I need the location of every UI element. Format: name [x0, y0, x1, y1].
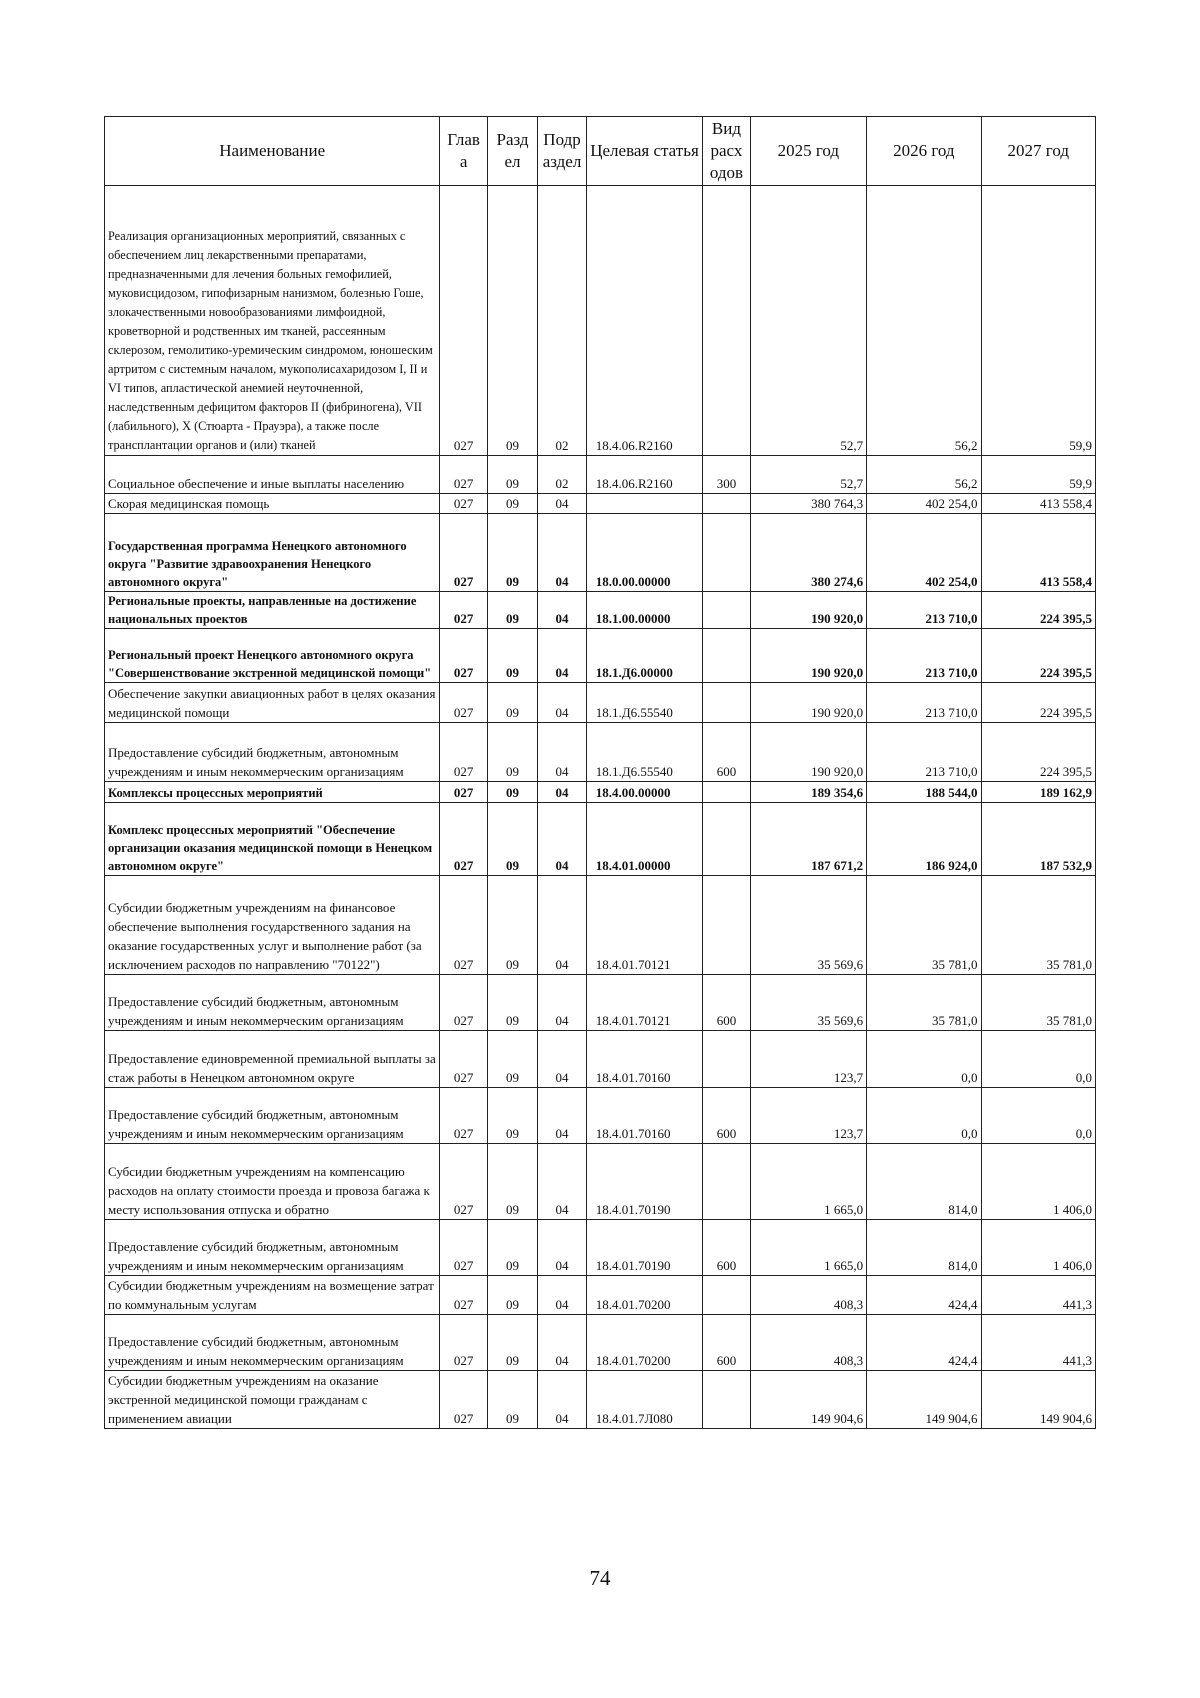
cell-vid-rashodov	[703, 494, 750, 514]
cell-2025: 187 671,2	[750, 803, 867, 876]
cell-2027: 224 395,5	[981, 592, 1095, 629]
header-glava: Глав а	[440, 117, 487, 186]
cell-2027: 59,9	[981, 186, 1095, 456]
cell-celevaya-statya: 18.4.01.00000	[586, 803, 703, 876]
cell-vid-rashodov: 600	[703, 1315, 750, 1371]
cell-celevaya-statya: 18.4.06.R2160	[586, 186, 703, 456]
cell-vid-rashodov	[703, 1276, 750, 1315]
header-razdel: Разд ел	[487, 117, 538, 186]
cell-2026: 56,2	[867, 186, 981, 456]
cell-2025: 123,7	[750, 1088, 867, 1144]
cell-2026: 186 924,0	[867, 803, 981, 876]
cell-celevaya-statya: 18.4.01.70160	[586, 1088, 703, 1144]
table-row	[105, 782, 1096, 803]
cell-razdel: 09	[487, 723, 538, 782]
cell-razdel: 09	[487, 186, 538, 456]
cell-vid-rashodov	[703, 803, 750, 876]
cell-2027: 35 781,0	[981, 876, 1095, 975]
cell-2027: 441,3	[981, 1276, 1095, 1315]
cell-razdel: 09	[487, 975, 538, 1031]
header-celevaya-statya: Целевая статья	[586, 117, 703, 186]
cell-razdel: 09	[487, 494, 538, 514]
cell-celevaya-statya: 18.4.01.70121	[586, 975, 703, 1031]
cell-glava: 027	[440, 1031, 487, 1088]
cell-vid-rashodov	[703, 629, 750, 683]
header-vid-rashodov: Вид расх одов	[703, 117, 750, 186]
cell-podrazdel: 04	[538, 876, 586, 975]
cell-podrazdel: 04	[538, 629, 586, 683]
table-row	[105, 1315, 1096, 1371]
cell-razdel: 09	[487, 514, 538, 592]
cell-podrazdel: 04	[538, 1088, 586, 1144]
cell-2027: 187 532,9	[981, 803, 1095, 876]
cell-celevaya-statya: 18.4.01.70160	[586, 1031, 703, 1088]
cell-glava: 027	[440, 723, 487, 782]
cell-2027: 0,0	[981, 1031, 1095, 1088]
cell-name: Социальное обеспечение и иные выплаты населению	[105, 456, 440, 494]
cell-celevaya-statya: 18.4.01.70200	[586, 1315, 703, 1371]
page-number: 74	[589, 1566, 611, 1590]
cell-glava: 027	[440, 1315, 487, 1371]
cell-vid-rashodov	[703, 782, 750, 803]
cell-podrazdel: 04	[538, 1315, 586, 1371]
cell-2026: 402 254,0	[867, 514, 981, 592]
cell-2027: 413 558,4	[981, 514, 1095, 592]
cell-razdel: 09	[487, 876, 538, 975]
cell-celevaya-statya	[586, 494, 703, 514]
cell-podrazdel: 02	[538, 186, 586, 456]
cell-2025: 189 354,6	[750, 782, 867, 803]
header-2026: 2026 год	[867, 117, 981, 186]
cell-glava: 027	[440, 456, 487, 494]
cell-2025: 190 920,0	[750, 629, 867, 683]
cell-2027: 224 395,5	[981, 629, 1095, 683]
cell-name: Реализация организационных мероприятий, связанных с обеспечением лиц лекарственными препаратами, предназначенными для лечения больных гемофилией, муковисцидозом, гипофизарным нанизмом, болезнью Гоше, злокачественными новообразованиями лимфоидной, кроветворной и родственных им тканей, рассеянным склерозом, гемолитико-уремическим синдромом, юношеским артритом с системным началом, мукополисахаридозом I, II и VI типов, апластической анемией неуточненной, наследственным дефицитом факторов II (фибриногена), VII (лабильного), X (Стюарта - Прауэра), а также после трансплантации органов и (или) тканей	[105, 186, 440, 456]
cell-2026: 35 781,0	[867, 975, 981, 1031]
cell-2027: 189 162,9	[981, 782, 1095, 803]
table-row	[105, 683, 1096, 723]
header-2025: 2025 год	[750, 117, 867, 186]
cell-podrazdel: 04	[538, 782, 586, 803]
cell-glava: 027	[440, 514, 487, 592]
cell-2027: 59,9	[981, 456, 1095, 494]
cell-2025: 190 920,0	[750, 723, 867, 782]
cell-glava: 027	[440, 1144, 487, 1220]
cell-glava: 027	[440, 629, 487, 683]
cell-podrazdel: 04	[538, 683, 586, 723]
header-name: Наименование	[105, 117, 440, 186]
cell-2027: 0,0	[981, 1088, 1095, 1144]
cell-name: Субсидии бюджетным учреждениям на компенсацию расходов на оплату стоимости проезда и провоза багажа к месту использования отпуска и обратно	[105, 1144, 440, 1220]
cell-podrazdel: 04	[538, 975, 586, 1031]
table-row	[105, 1144, 1096, 1220]
table-row	[105, 723, 1096, 782]
cell-2025: 1 665,0	[750, 1220, 867, 1276]
table-row	[105, 1276, 1096, 1315]
cell-2025: 52,7	[750, 456, 867, 494]
cell-name: Предоставление субсидий бюджетным, автономным учреждениям и иным некоммерческим организациям	[105, 723, 440, 782]
cell-glava: 027	[440, 592, 487, 629]
cell-name: Предоставление субсидий бюджетным, автономным учреждениям и иным некоммерческим организациям	[105, 1220, 440, 1276]
cell-vid-rashodov	[703, 1144, 750, 1220]
cell-2027: 1 406,0	[981, 1144, 1095, 1220]
cell-2027: 441,3	[981, 1315, 1095, 1371]
cell-razdel: 09	[487, 1088, 538, 1144]
cell-name: Субсидии бюджетным учреждениям на оказание экстренной медицинской помощи гражданам с применением авиации	[105, 1371, 440, 1429]
cell-razdel: 09	[487, 782, 538, 803]
cell-2027: 1 406,0	[981, 1220, 1095, 1276]
cell-celevaya-statya: 18.1.Д6.55540	[586, 683, 703, 723]
cell-glava: 027	[440, 1371, 487, 1429]
cell-celevaya-statya: 18.4.01.70190	[586, 1144, 703, 1220]
cell-2026: 149 904,6	[867, 1371, 981, 1429]
cell-2026: 213 710,0	[867, 723, 981, 782]
cell-2026: 402 254,0	[867, 494, 981, 514]
cell-2027: 413 558,4	[981, 494, 1095, 514]
cell-vid-rashodov	[703, 592, 750, 629]
cell-2025: 123,7	[750, 1031, 867, 1088]
cell-name: Предоставление субсидий бюджетным, автономным учреждениям и иным некоммерческим организациям	[105, 1315, 440, 1371]
cell-name: Скорая медицинская помощь	[105, 494, 440, 514]
cell-2026: 213 710,0	[867, 683, 981, 723]
cell-2025: 149 904,6	[750, 1371, 867, 1429]
cell-vid-rashodov	[703, 514, 750, 592]
table-body	[105, 186, 1096, 1429]
cell-glava: 027	[440, 876, 487, 975]
cell-2026: 0,0	[867, 1031, 981, 1088]
cell-glava: 027	[440, 186, 487, 456]
table-row	[105, 1220, 1096, 1276]
cell-2025: 190 920,0	[750, 683, 867, 723]
table-row	[105, 592, 1096, 629]
cell-2025: 1 665,0	[750, 1144, 867, 1220]
cell-2026: 213 710,0	[867, 592, 981, 629]
cell-razdel: 09	[487, 1315, 538, 1371]
cell-name: Комплекс процессных мероприятий "Обеспечение организации оказания медицинской помощи в Ненецком автономном округе"	[105, 803, 440, 876]
table-row	[105, 803, 1096, 876]
cell-razdel: 09	[487, 629, 538, 683]
cell-2027: 224 395,5	[981, 683, 1095, 723]
cell-vid-rashodov	[703, 1371, 750, 1429]
cell-name: Государственная программа Ненецкого автономного округа "Развитие здравоохранения Ненецкого автономного округа"	[105, 514, 440, 592]
cell-celevaya-statya: 18.4.01.7Л080	[586, 1371, 703, 1429]
cell-2025: 52,7	[750, 186, 867, 456]
cell-glava: 027	[440, 1220, 487, 1276]
table-row	[105, 1371, 1096, 1429]
cell-2026: 424,4	[867, 1315, 981, 1371]
cell-podrazdel: 04	[538, 1371, 586, 1429]
cell-name: Субсидии бюджетным учреждениям на возмещение затрат по коммунальным услугам	[105, 1276, 440, 1315]
cell-razdel: 09	[487, 1031, 538, 1088]
cell-2025: 408,3	[750, 1315, 867, 1371]
table-row	[105, 876, 1096, 975]
cell-2025: 35 569,6	[750, 876, 867, 975]
cell-name: Субсидии бюджетным учреждениям на финансовое обеспечение выполнения государственного задания на оказание государственных услуг и выполнение работ (за исключением расходов по направлению "70122")	[105, 876, 440, 975]
cell-glava: 027	[440, 683, 487, 723]
cell-celevaya-statya: 18.1.00.00000	[586, 592, 703, 629]
cell-name: Региональные проекты, направленные на достижение национальных проектов	[105, 592, 440, 629]
table-row	[105, 456, 1096, 494]
header-2027: 2027 год	[981, 117, 1095, 186]
cell-razdel: 09	[487, 803, 538, 876]
cell-vid-rashodov	[703, 1031, 750, 1088]
cell-glava: 027	[440, 1088, 487, 1144]
cell-2026: 213 710,0	[867, 629, 981, 683]
cell-podrazdel: 04	[538, 1276, 586, 1315]
cell-vid-rashodov: 300	[703, 456, 750, 494]
table-row	[105, 975, 1096, 1031]
cell-2026: 188 544,0	[867, 782, 981, 803]
cell-celevaya-statya: 18.4.01.70200	[586, 1276, 703, 1315]
cell-celevaya-statya: 18.1.Д6.55540	[586, 723, 703, 782]
cell-name: Предоставление субсидий бюджетным, автономным учреждениям и иным некоммерческим организациям	[105, 975, 440, 1031]
cell-vid-rashodov	[703, 186, 750, 456]
table-row	[105, 514, 1096, 592]
cell-2025: 408,3	[750, 1276, 867, 1315]
cell-2026: 56,2	[867, 456, 981, 494]
cell-podrazdel: 04	[538, 803, 586, 876]
cell-podrazdel: 02	[538, 456, 586, 494]
cell-razdel: 09	[487, 1220, 538, 1276]
cell-celevaya-statya: 18.4.00.00000	[586, 782, 703, 803]
table-row	[105, 1088, 1096, 1144]
cell-vid-rashodov: 600	[703, 723, 750, 782]
cell-razdel: 09	[487, 456, 538, 494]
cell-celevaya-statya: 18.1.Д6.00000	[586, 629, 703, 683]
cell-2027: 35 781,0	[981, 975, 1095, 1031]
cell-name: Предоставление единовременной премиальной выплаты за стаж работы в Ненецком автономном округе	[105, 1031, 440, 1088]
cell-vid-rashodov: 600	[703, 1088, 750, 1144]
cell-podrazdel: 04	[538, 494, 586, 514]
cell-glava: 027	[440, 782, 487, 803]
cell-2025: 190 920,0	[750, 592, 867, 629]
cell-podrazdel: 04	[538, 1031, 586, 1088]
cell-2027: 149 904,6	[981, 1371, 1095, 1429]
cell-2026: 814,0	[867, 1144, 981, 1220]
header-podrazdel: Подр аздел	[538, 117, 586, 186]
cell-2027: 224 395,5	[981, 723, 1095, 782]
cell-2025: 380 764,3	[750, 494, 867, 514]
cell-name: Обеспечение закупки авиационных работ в целях оказания медицинской помощи	[105, 683, 440, 723]
cell-razdel: 09	[487, 1371, 538, 1429]
cell-celevaya-statya: 18.4.01.70190	[586, 1220, 703, 1276]
table-row	[105, 1031, 1096, 1088]
budget-table	[104, 116, 1096, 1429]
cell-name: Предоставление субсидий бюджетным, автономным учреждениям и иным некоммерческим организациям	[105, 1088, 440, 1144]
cell-podrazdel: 04	[538, 1220, 586, 1276]
cell-razdel: 09	[487, 592, 538, 629]
cell-2026: 424,4	[867, 1276, 981, 1315]
cell-2025: 380 274,6	[750, 514, 867, 592]
table-row	[105, 629, 1096, 683]
cell-glava: 027	[440, 975, 487, 1031]
table-row	[105, 494, 1096, 514]
cell-celevaya-statya: 18.4.01.70121	[586, 876, 703, 975]
cell-2025: 35 569,6	[750, 975, 867, 1031]
cell-vid-rashodov	[703, 876, 750, 975]
cell-glava: 027	[440, 494, 487, 514]
cell-glava: 027	[440, 1276, 487, 1315]
cell-vid-rashodov: 600	[703, 975, 750, 1031]
cell-name: Комплексы процессных мероприятий	[105, 782, 440, 803]
cell-razdel: 09	[487, 1276, 538, 1315]
cell-glava: 027	[440, 803, 487, 876]
cell-podrazdel: 04	[538, 514, 586, 592]
cell-celevaya-statya: 18.0.00.00000	[586, 514, 703, 592]
cell-celevaya-statya: 18.4.06.R2160	[586, 456, 703, 494]
cell-name: Региональный проект Ненецкого автономного округа "Совершенствование экстренной медицинской помощи"	[105, 629, 440, 683]
cell-razdel: 09	[487, 683, 538, 723]
cell-2026: 35 781,0	[867, 876, 981, 975]
header-row	[105, 117, 1096, 186]
cell-vid-rashodov: 600	[703, 1220, 750, 1276]
cell-vid-rashodov	[703, 683, 750, 723]
table-row	[105, 186, 1096, 456]
cell-2026: 814,0	[867, 1220, 981, 1276]
cell-podrazdel: 04	[538, 723, 586, 782]
cell-podrazdel: 04	[538, 1144, 586, 1220]
cell-2026: 0,0	[867, 1088, 981, 1144]
cell-podrazdel: 04	[538, 592, 586, 629]
cell-razdel: 09	[487, 1144, 538, 1220]
